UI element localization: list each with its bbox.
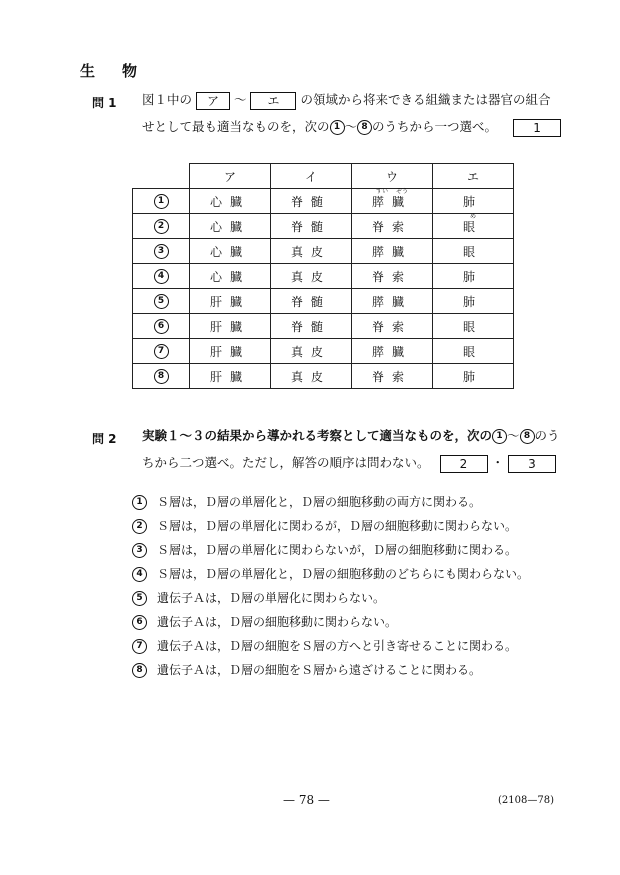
option-text: 遺伝子Ａは，Ｄ層の細胞移動に関わらない。 [157,615,398,629]
ruby-me: め 眼 [462,212,483,234]
table-cell: 眼 [433,339,514,364]
question-2-line-1 [142,425,560,447]
table-cell: 脊索 [352,314,433,339]
option-1 [132,494,481,510]
q1-text-c: せとして最も適当なものを，次の [142,119,330,134]
header-a: ア [190,164,271,189]
table-header-row [133,164,514,189]
option-number: 7 [132,639,147,654]
q2-text-c: ちから二つ選べ。ただし，解答の順序は問わない。 [142,455,430,470]
table-row [133,314,514,339]
row-number: 7 [154,344,169,359]
option-text: Ｓ層は，Ｄ層の単層化に関わるが，Ｄ層の細胞移動に関わらない。 [157,519,518,533]
table-cell: 真皮 [271,364,352,389]
page-number: — 78 — [283,793,330,807]
question-2-line-2 [142,452,556,474]
q1-tilde-2: ～ [344,119,358,134]
circle-number-1: 1 [330,120,345,135]
option-number: 2 [132,519,147,534]
question-1-line-1 [142,89,550,111]
circle-number-8: 8 [520,429,535,444]
blank-box-a: ア [196,92,230,110]
option-text: Ｓ層は，Ｄ層の単層化と，Ｄ層の細胞移動の両方に関わる。 [157,495,482,509]
table-cell-ruby [352,189,433,214]
table-cell-ruby [433,214,514,239]
table-row [133,339,514,364]
option-text: Ｓ層は，Ｄ層の単層化と，Ｄ層の細胞移動のどちらにも関わらない。 [157,567,530,581]
q2-tilde: ～ [507,428,520,443]
table-cell: 肝臓 [190,289,271,314]
table-cell: 脊髄 [271,314,352,339]
q1-text-d: のうちから一つ選べ。 [372,119,498,134]
option-5 [132,590,385,606]
table-cell: 膵臓 [352,239,433,264]
q2-dot: ・ [491,455,504,470]
option-number: 6 [132,615,147,630]
table-cell: 肺 [433,189,514,214]
circle-number-8: 8 [357,120,372,135]
option-text: 遺伝子Ａは，Ｄ層の単層化に関わらない。 [157,591,386,605]
q2-text-a: 実験１～３の結果から導かれる考察として適当なものを，次の [142,428,493,443]
table-cell: 肝臓 [190,314,271,339]
table-cell: 真皮 [271,264,352,289]
blank-box-e: エ [250,92,296,110]
table-cell: 肺 [433,364,514,389]
answer-box-1[interactable]: 1 [513,119,561,137]
table-cell: 脊索 [352,214,433,239]
q1-text-b: の領域から将来できる組織または器官の組合 [300,92,551,107]
table-cell: 肺 [433,264,514,289]
row-number: 3 [154,244,169,259]
header-u: ウ [352,164,433,189]
option-number: 4 [132,567,147,582]
option-6 [132,614,397,630]
table-row [133,189,514,214]
table-corner [133,164,190,189]
option-3 [132,542,517,558]
table-cell: 真皮 [271,339,352,364]
row-number: 5 [154,294,169,309]
table-cell: 心臓 [190,214,271,239]
question-1-label: 問 1 [92,96,117,110]
option-2 [132,518,517,534]
exam-code: (2108—78) [498,795,554,806]
circle-number-1: 1 [492,429,507,444]
option-text: Ｓ層は，Ｄ層の単層化に関わらないが，Ｄ層の細胞移動に関わる。 [157,543,518,557]
option-8 [132,662,481,678]
q1-tilde: ～ [233,92,247,107]
answer-box-3[interactable]: 3 [508,455,556,473]
option-7 [132,638,517,654]
table-row [133,364,514,389]
table-row [133,289,514,314]
table-cell: 脊索 [352,364,433,389]
table-cell: 膵臓 [352,339,433,364]
ruby-zou: ぞう 臓 [392,187,413,209]
table-cell: 心臓 [190,264,271,289]
table-row [133,264,514,289]
table-cell: 肝臓 [190,364,271,389]
q2-text-b: のう [534,428,560,443]
option-text: 遺伝子Ａは，Ｄ層の細胞をＳ層から遠ざけることに関わる。 [157,663,482,677]
option-4 [132,566,529,582]
table-cell: 心臓 [190,239,271,264]
table-row [133,239,514,264]
subject-title: 生 物 [80,62,144,80]
table-cell: 脊髄 [271,214,352,239]
header-i: イ [271,164,352,189]
header-e: エ [433,164,514,189]
table-cell: 心臓 [190,189,271,214]
option-text: 遺伝子Ａは，Ｄ層の細胞をＳ層の方へと引き寄せることに関わる。 [157,639,518,653]
table-cell: 眼 [433,239,514,264]
row-number: 6 [154,319,169,334]
option-number: 5 [132,591,147,606]
table-row [133,214,514,239]
table-cell: 脊索 [352,264,433,289]
answer-table [132,163,514,389]
option-number: 1 [132,495,147,510]
row-number: 4 [154,269,169,284]
table-cell: 眼 [433,314,514,339]
question-2-label: 問 2 [92,432,117,446]
table-cell: 膵臓 [352,289,433,314]
table-cell: 脊髄 [271,289,352,314]
row-number: 2 [154,219,169,234]
option-number: 3 [132,543,147,558]
q1-text-a: 図１中の [142,92,193,107]
table-cell: 肺 [433,289,514,314]
row-number: 1 [154,194,169,209]
table-cell: 脊髄 [271,189,352,214]
table-cell: 真皮 [271,239,352,264]
row-number: 8 [154,369,169,384]
table-cell: 肝臓 [190,339,271,364]
option-number: 8 [132,663,147,678]
ruby-sui: すい 膵 [371,187,392,209]
answer-box-2[interactable]: 2 [440,455,488,473]
question-1-line-2 [142,116,561,138]
